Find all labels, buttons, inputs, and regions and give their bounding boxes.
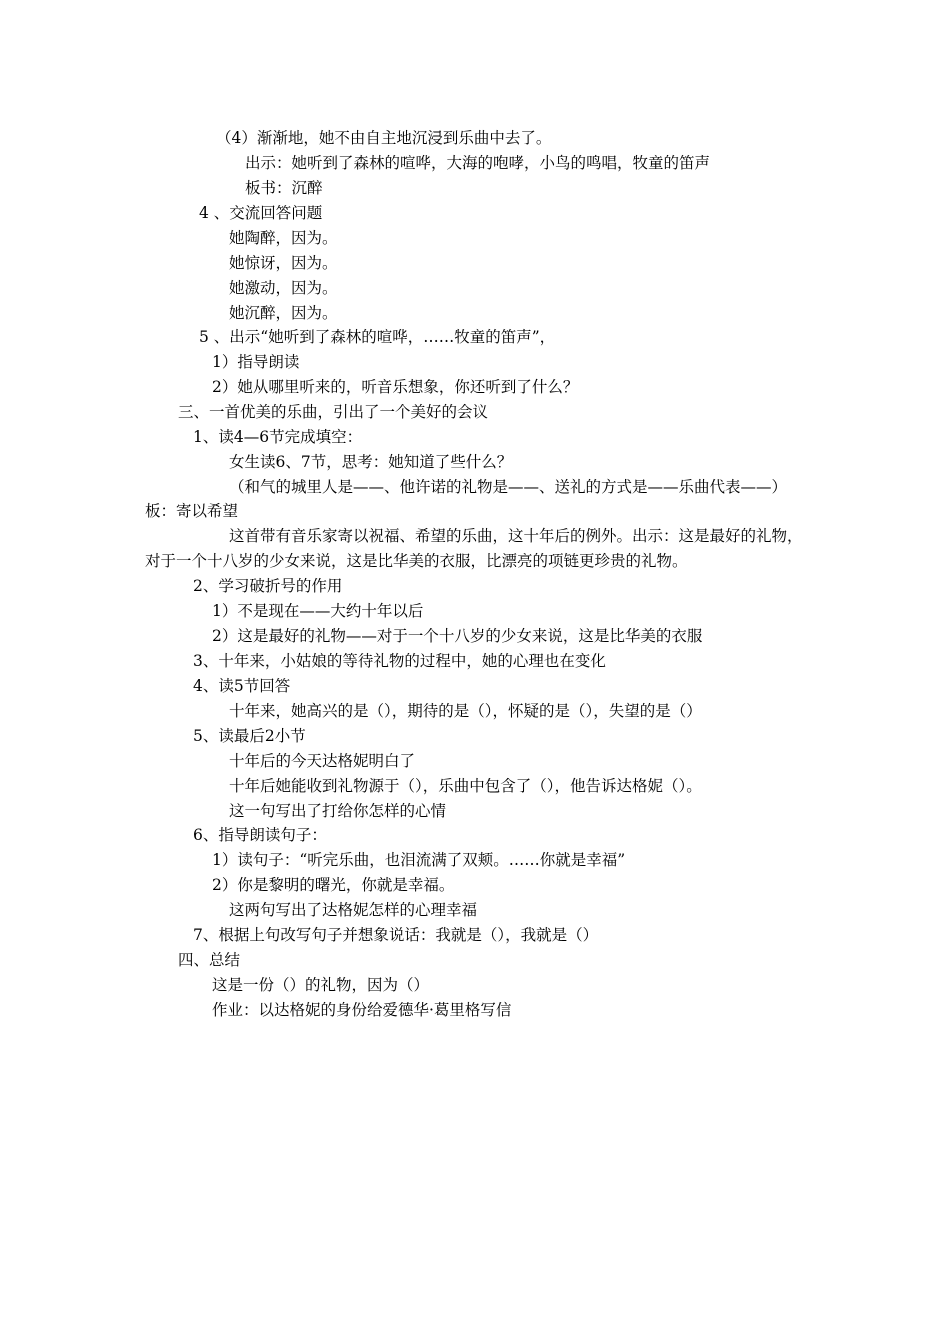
text-line: 作业：以达格妮的身份给爱德华·葛里格写信	[212, 1001, 512, 1019]
text-line: 她沉醉，因为。	[229, 304, 338, 322]
text-line: 3、十年来，小姑娘的等待礼物的过程中，她的心理也在变化	[193, 652, 606, 670]
text-line: 2、学习破折号的作用	[193, 577, 343, 595]
text-line: 女生读6、7节，思考：她知道了些什么？	[229, 453, 513, 471]
text-line: 2）她从哪里听来的，听音乐想象，你还听到了什么？	[212, 378, 579, 396]
text-line: 这首带有音乐家寄以祝福、希望的乐曲，这十年后的例外。出示：这是最好的礼物，	[229, 527, 803, 545]
text-line: 她激动，因为。	[229, 279, 338, 297]
text-line: 这两句写出了达格妮怎样的心理幸福	[229, 901, 478, 919]
text-line: 板：寄以希望	[145, 502, 239, 520]
text-line: 十年来，她高兴的是（），期待的是（），怀疑的是（），失望的是（）	[229, 702, 702, 720]
text-line: 2）这是最好的礼物——对于一个十八岁的少女来说，这是比华美的衣服	[212, 627, 703, 645]
text-line: 6、指导朗读句子：	[193, 826, 327, 844]
text-line: 4 、交流回答问题	[199, 204, 323, 222]
text-line: 她陶醉，因为。	[229, 229, 338, 247]
text-line: 十年后的今天达格妮明白了	[229, 752, 416, 770]
text-line: 板书：沉醉	[245, 179, 323, 197]
text-line: 1）指导朗读	[212, 353, 300, 371]
section-heading: 三、一首优美的乐曲，引出了一个美好的会议	[178, 403, 489, 421]
text-line: 2）你是黎明的曙光，你就是幸福。	[212, 876, 455, 894]
text-line: 1）读句子：“听完乐曲，也泪流满了双颊。……你就是幸福”	[212, 851, 626, 869]
section-heading: 四、总结	[178, 951, 241, 969]
text-line: 4、读5节回答	[193, 677, 291, 695]
text-line: （4）渐渐地，她不由自主地沉浸到乐曲中去了。	[216, 129, 552, 147]
text-line: 这是一份（）的礼物，因为（）	[212, 976, 430, 994]
text-line: 1）不是现在——大约十年以后	[212, 602, 424, 620]
text-line: 十年后她能收到礼物源于（），乐曲中包含了（），他告诉达格妮（）。	[229, 777, 702, 795]
text-line: 出示：她听到了森林的喧哗，大海的咆哮，小鸟的鸣唱，牧童的笛声	[245, 154, 711, 172]
text-line: 她惊讶，因为。	[229, 254, 338, 272]
text-line: 1、读4—6节完成填空：	[193, 428, 363, 446]
text-line: 对于一个十八岁的少女来说，这是比华美的衣服，比漂亮的项链更珍贵的礼物。	[145, 552, 688, 570]
text-line: 7、根据上句改写句子并想象说话：我就是（），我就是（）	[193, 926, 599, 944]
text-line: 5、读最后2小节	[193, 727, 306, 745]
text-line: （和气的城里人是——、他许诺的礼物是——、送礼的方式是——乐曲代表——）	[229, 478, 788, 496]
text-line: 5 、出示“她听到了森林的喧哗，……牧童的笛声”，	[199, 328, 556, 346]
text-line: 这一句写出了打给你怎样的心情	[229, 802, 447, 820]
